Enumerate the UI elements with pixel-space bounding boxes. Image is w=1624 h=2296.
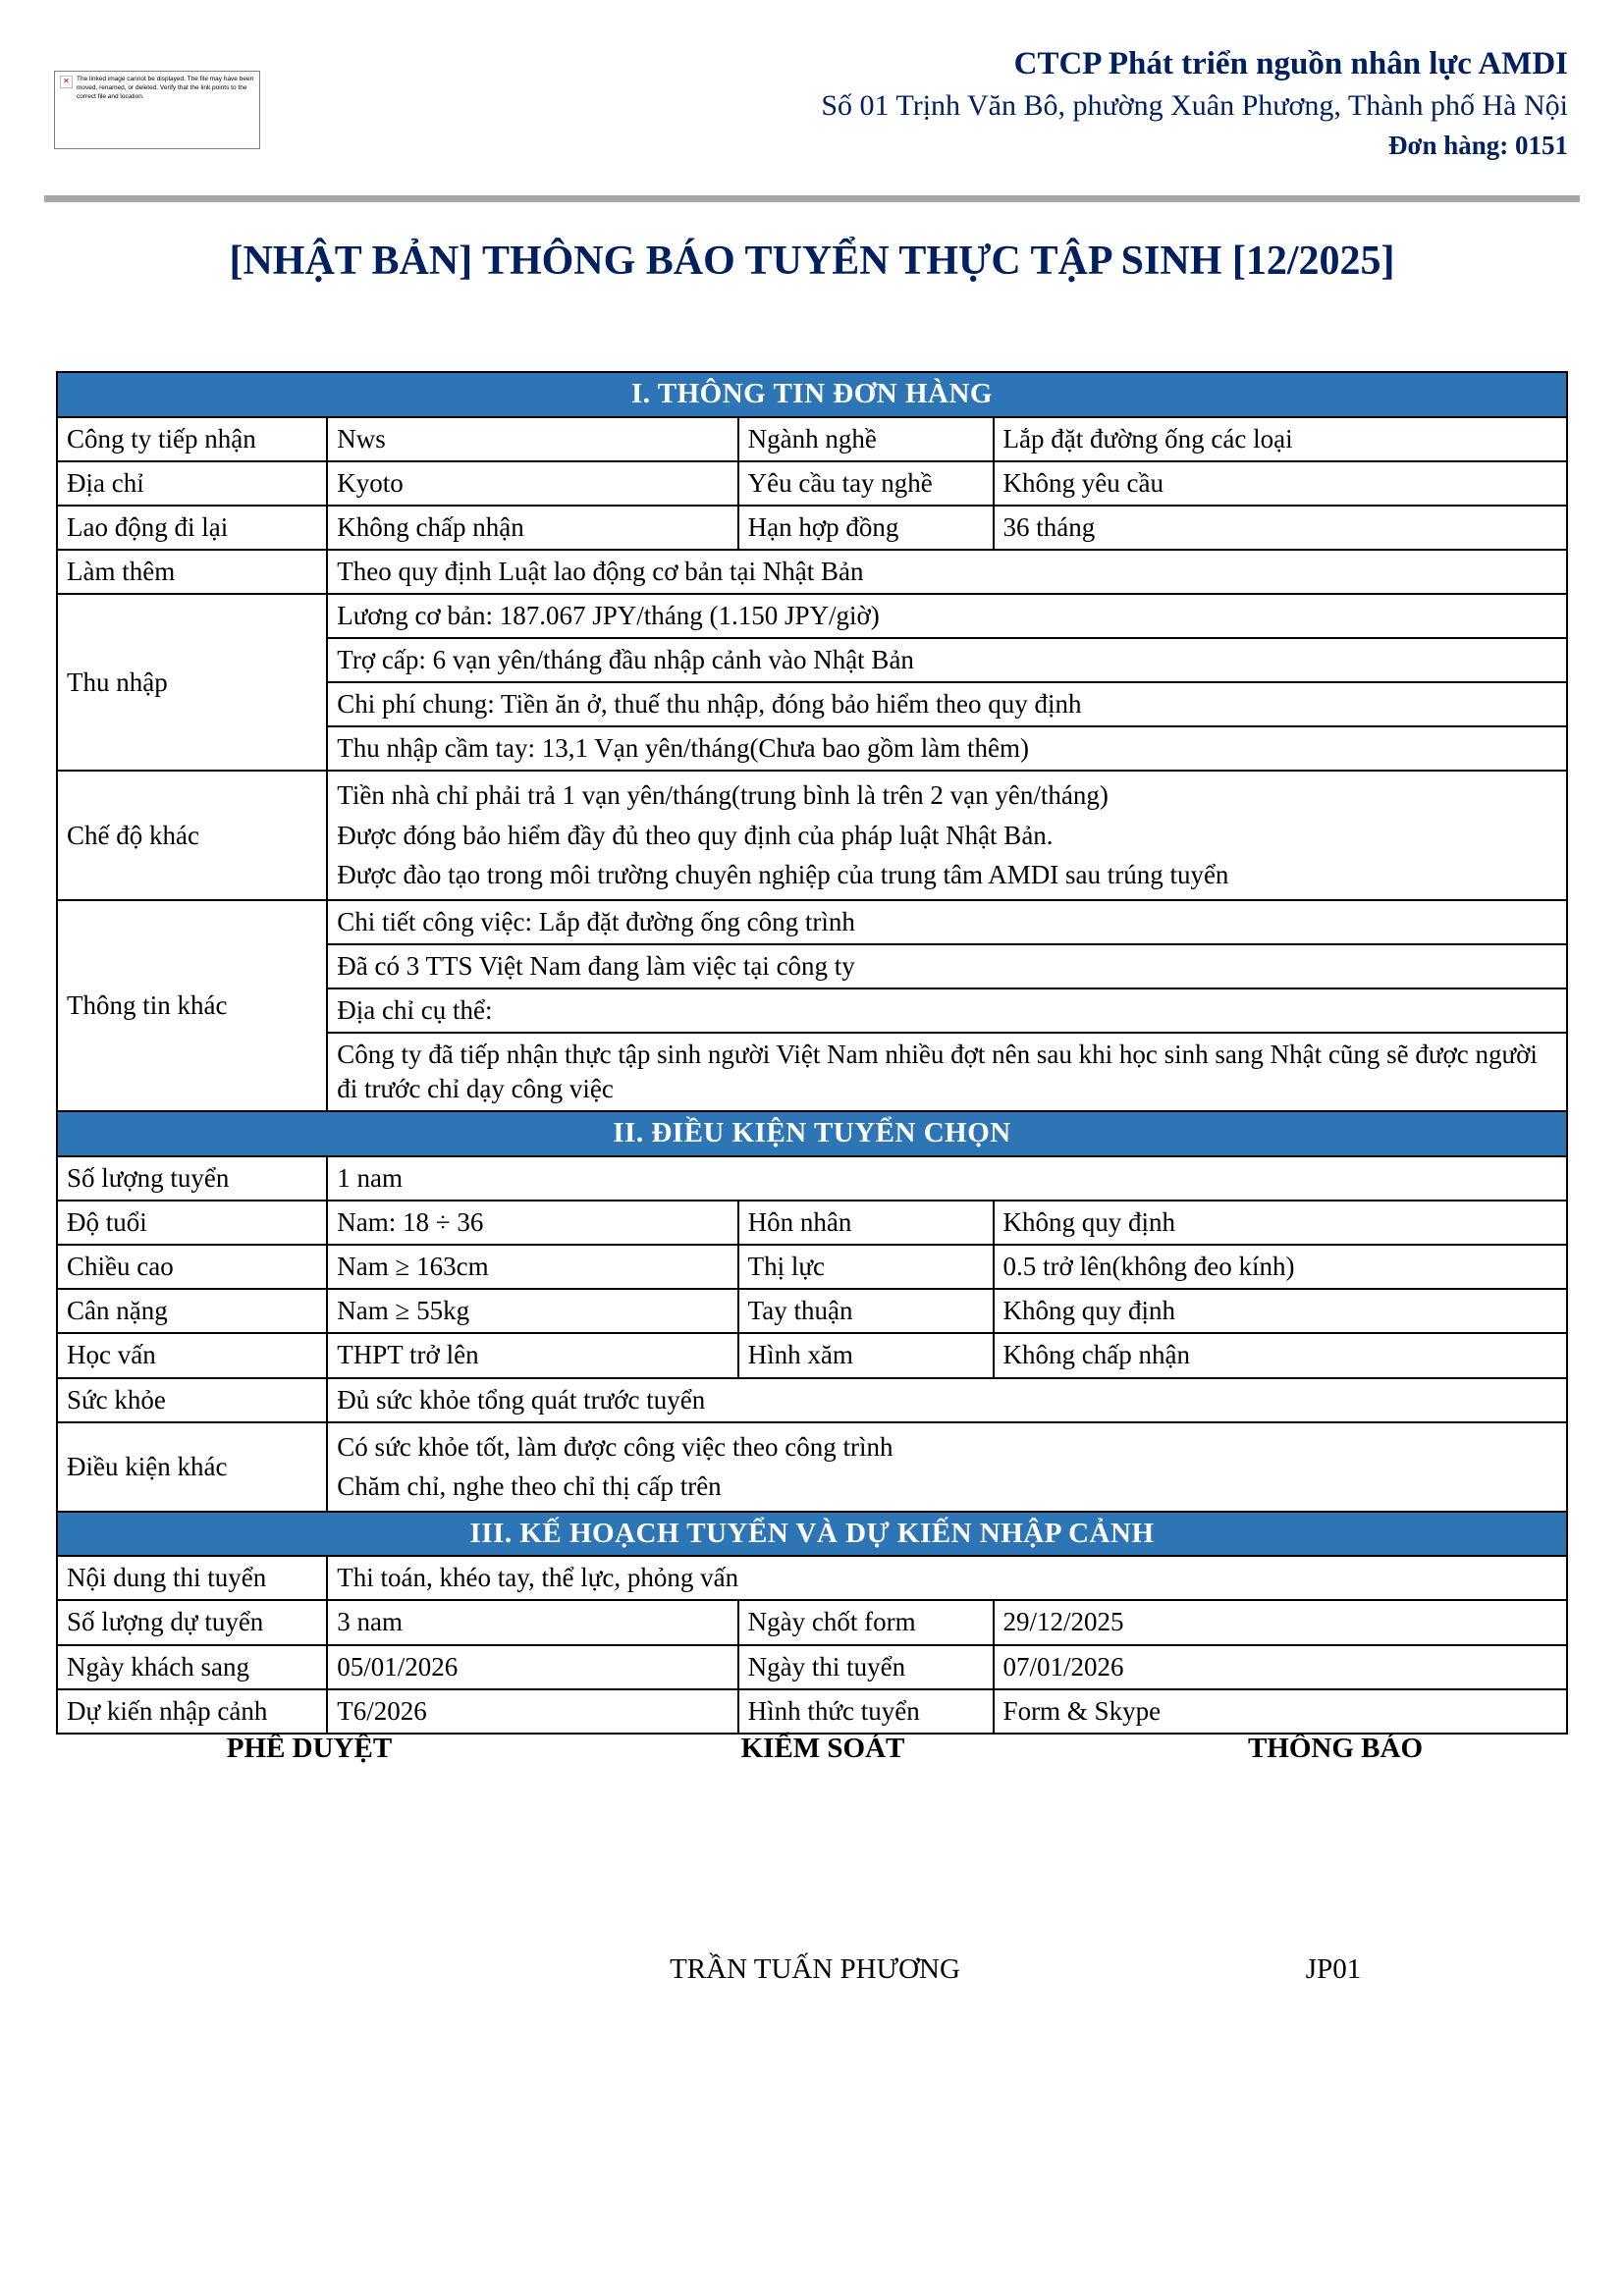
cell-value: Kyoto (327, 461, 737, 506)
cell-label: Thị lực (738, 1245, 994, 1289)
section-1-header (57, 372, 1567, 417)
section-1-title: I. THÔNG TIN ĐƠN HÀNG (57, 372, 1567, 417)
header-divider (44, 195, 1580, 202)
cell-value: THPT trở lên (327, 1333, 737, 1377)
cell-value: Không yêu cầu (994, 461, 1567, 506)
table-row (57, 550, 1567, 594)
cell-label: Ngày thi tuyển (738, 1645, 994, 1689)
cell-label: Dự kiến nhập cảnh (57, 1689, 327, 1734)
signature-announce: THÔNG BÁO (1247, 1733, 1424, 1764)
table-row (57, 1333, 1567, 1377)
cell-label: Cân nặng (57, 1289, 327, 1333)
cell-value: Lương cơ bản: 187.067 JPY/tháng (1.150 JPY/giờ) (327, 594, 1567, 638)
cell-value: Không quy định (994, 1289, 1567, 1333)
cell-line: Chăm chỉ, nghe theo chỉ thị cấp trên (337, 1471, 722, 1502)
table-row (57, 1245, 1567, 1289)
table-row (57, 1645, 1567, 1689)
cell-value: Đã có 3 TTS Việt Nam đang làm việc tại công ty (327, 944, 1567, 988)
cell-value: T6/2026 (327, 1689, 737, 1734)
cell-value: Chi tiết công việc: Lắp đặt đường ống công trình (327, 900, 1567, 944)
cell-label: Ngày chốt form (738, 1600, 994, 1644)
cell-value: 3 nam (327, 1600, 737, 1644)
table-row (57, 1422, 1567, 1512)
cell-label: Nội dung thi tuyển (57, 1556, 327, 1600)
cell-label: Chế độ khác (57, 771, 327, 900)
cell-value: Nam: 18 ÷ 36 (327, 1201, 737, 1245)
order-number: Đơn hàng: 0151 (1388, 130, 1568, 160)
cell-label: Ngày khách sang (57, 1645, 327, 1689)
cell-label: Hình xăm (738, 1333, 994, 1377)
cell-label: Thông tin khác (57, 900, 327, 1111)
cell-value: 29/12/2025 (994, 1600, 1567, 1644)
cell-line: Có sức khỏe tốt, làm được công việc theo công trình (337, 1431, 893, 1462)
document-title: [NHẬT BẢN] THÔNG BÁO TUYỂN THỰC TẬP SINH [12/2025] (229, 239, 1395, 284)
signatory-name: TRẦN TUẤN PHƯƠNG (670, 1953, 960, 1985)
signature-row (0, 1733, 1624, 1772)
broken-image-placeholder (54, 71, 260, 149)
cell-label: Độ tuổi (57, 1201, 327, 1245)
table-row (57, 594, 1567, 638)
cell-label: Số lượng dự tuyển (57, 1600, 327, 1644)
cell-line: Được đào tạo trong môi trường chuyên nghiệp của trung tâm AMDI sau trúng tuyển (337, 860, 1229, 890)
table-row (57, 417, 1567, 461)
cell-label: Điều kiện khác (57, 1422, 327, 1512)
cell-value: 1 nam (327, 1156, 1567, 1201)
company-name: CTCP Phát triển nguồn nhân lực AMDI (1013, 46, 1568, 81)
order-info-table (56, 371, 1568, 1735)
cell-value: Lắp đặt đường ống các loại (994, 417, 1567, 461)
section-3-title: III. KẾ HOẠCH TUYỂN VÀ DỰ KIẾN NHẬP CẢNH (57, 1512, 1567, 1557)
signature-approve: PHÊ DUYỆT (226, 1733, 393, 1764)
signature-control: KIỂM SOÁT (740, 1733, 905, 1764)
cell-value: Không quy định (994, 1201, 1567, 1245)
cell-label: Chiều cao (57, 1245, 327, 1289)
cell-label: Thu nhập (57, 594, 327, 771)
cell-line: Được đóng bảo hiểm đầy đủ theo quy định của pháp luật Nhật Bản. (337, 820, 1054, 850)
table-row (57, 771, 1567, 900)
cell-label: Tay thuận (738, 1289, 994, 1333)
cell-label: Ngành nghề (738, 417, 994, 461)
cell-value: Form & Skype (994, 1689, 1567, 1734)
table-row (57, 1156, 1567, 1201)
table-row (57, 506, 1567, 550)
cell-label: Lao động đi lại (57, 506, 327, 550)
cell-value: Địa chỉ cụ thể: (327, 988, 1567, 1033)
table-row (57, 1201, 1567, 1245)
table-row (57, 461, 1567, 506)
cell-label: Hình thức tuyển (738, 1689, 994, 1734)
cell-label: Làm thêm (57, 550, 327, 594)
cell-label: Địa chỉ (57, 461, 327, 506)
cell-value: Thu nhập cầm tay: 13,1 Vạn yên/tháng(Chưa bao gồm làm thêm) (327, 726, 1567, 771)
cell-label: Hạn hợp đồng (738, 506, 994, 550)
cell-value (327, 771, 1567, 900)
cell-value: Đủ sức khỏe tổng quát trước tuyển (327, 1378, 1567, 1422)
table-row (57, 900, 1567, 944)
cell-value: 0.5 trở lên(không đeo kính) (994, 1245, 1567, 1289)
cell-value: Trợ cấp: 6 vạn yên/tháng đầu nhập cảnh vào Nhật Bản (327, 638, 1567, 682)
cell-label: Sức khỏe (57, 1378, 327, 1422)
section-2-header (57, 1111, 1567, 1156)
cell-value: Nam ≥ 55kg (327, 1289, 737, 1333)
cell-value: 07/01/2026 (994, 1645, 1567, 1689)
table-row (57, 1556, 1567, 1600)
table-row (57, 1378, 1567, 1422)
cell-value: Nam ≥ 163cm (327, 1245, 737, 1289)
cell-value: Không chấp nhận (327, 506, 737, 550)
cell-value (327, 1422, 1567, 1512)
cell-value: Thi toán, khéo tay, thể lực, phỏng vấn (327, 1556, 1567, 1600)
table-row (57, 1689, 1567, 1734)
cell-label: Công ty tiếp nhận (57, 417, 327, 461)
cell-value: Nws (327, 417, 737, 461)
section-2-title: II. ĐIỀU KIỆN TUYỂN CHỌN (57, 1111, 1567, 1156)
cell-value: Theo quy định Luật lao động cơ bản tại Nhật Bản (327, 550, 1567, 594)
company-address: Số 01 Trịnh Văn Bô, phường Xuân Phương, Thành phố Hà Nội (821, 89, 1568, 123)
cell-label: Hôn nhân (738, 1201, 994, 1245)
cell-value: Chi phí chung: Tiền ăn ở, thuế thu nhập, đóng bảo hiểm theo quy định (327, 682, 1567, 726)
broken-image-text: The linked image cannot be displayed. The file may have been moved, renamed, or deleted. Verify that the link points to the correct file and location. (77, 76, 254, 100)
cell-value: 36 tháng (994, 506, 1567, 550)
cell-line: Tiền nhà chỉ phải trả 1 vạn yên/tháng(trung bình là trên 2 vạn yên/tháng) (337, 780, 1109, 811)
cell-label: Yêu cầu tay nghề (738, 461, 994, 506)
signatory-code: JP01 (1305, 1953, 1362, 1985)
broken-image-icon: ✕ (60, 76, 73, 88)
cell-label: Học vấn (57, 1333, 327, 1377)
cell-value: Công ty đã tiếp nhận thực tập sinh người Việt Nam nhiều đợt nên sau khi học sinh sang Nhật cũng sẽ được người đi trước chỉ dạy công việc (327, 1033, 1567, 1111)
cell-value: Không chấp nhận (994, 1333, 1567, 1377)
cell-value: 05/01/2026 (327, 1645, 737, 1689)
table-row (57, 1289, 1567, 1333)
signatory-row (0, 1953, 1624, 1993)
letterhead (821, 41, 1568, 165)
section-3-header (57, 1512, 1567, 1557)
table-row (57, 1600, 1567, 1644)
cell-label: Số lượng tuyển (57, 1156, 327, 1201)
